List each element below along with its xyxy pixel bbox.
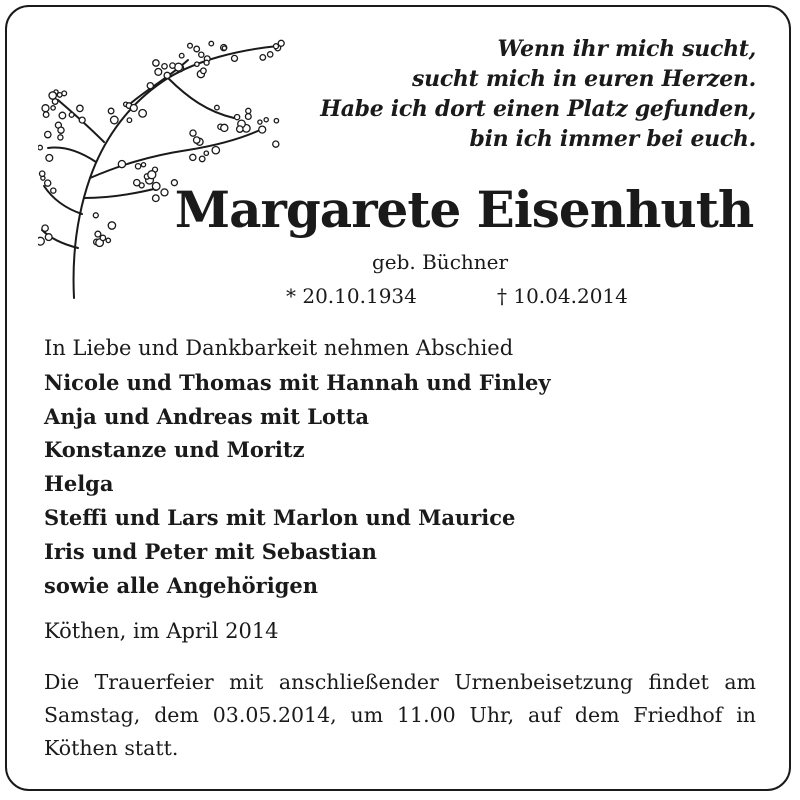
mourner-line: sowie alle Angehörigen — [44, 572, 319, 598]
poem-line: sucht mich in euren Herzen. — [412, 66, 756, 92]
poem — [286, 34, 756, 154]
poem-line: bin ich immer bei euch. — [469, 126, 756, 152]
funeral-notice: Die Trauerfeier mit anschließender Urnenbeisetzung findet am Samstag, dem 03.05.2014, um 11.00 Uhr, auf dem Friedhof in Köthen statt. — [44, 670, 756, 760]
mourners-intro: In Liebe und Dankbarkeit nehmen Abschied — [44, 336, 514, 360]
mourner-line: Konstanze und Moritz — [44, 437, 305, 463]
deceased-name: Margarete Eisenhuth — [174, 180, 754, 239]
mourner-line: Iris und Peter mit Sebastian — [44, 538, 377, 564]
poem-line: Wenn ihr mich sucht, — [497, 36, 756, 62]
flowering-branch-icon — [38, 38, 288, 300]
mourner-line: Anja und Andreas mit Lotta — [44, 403, 370, 429]
mourners-list — [44, 332, 764, 602]
poem-line: Habe ich dort einen Platz gefunden, — [320, 96, 756, 122]
mourner-line: Steffi und Lars mit Marlon und Maurice — [44, 504, 516, 530]
mourner-line: Helga — [44, 471, 114, 497]
mourner-line: Nicole und Thomas mit Hannah und Finley — [44, 369, 551, 395]
death-date: † 10.04.2014 — [497, 284, 628, 308]
birth-date: * 20.10.1934 — [286, 284, 417, 308]
place-and-date: Köthen, im April 2014 — [44, 619, 279, 643]
birth-name: geb. Büchner — [371, 250, 509, 274]
